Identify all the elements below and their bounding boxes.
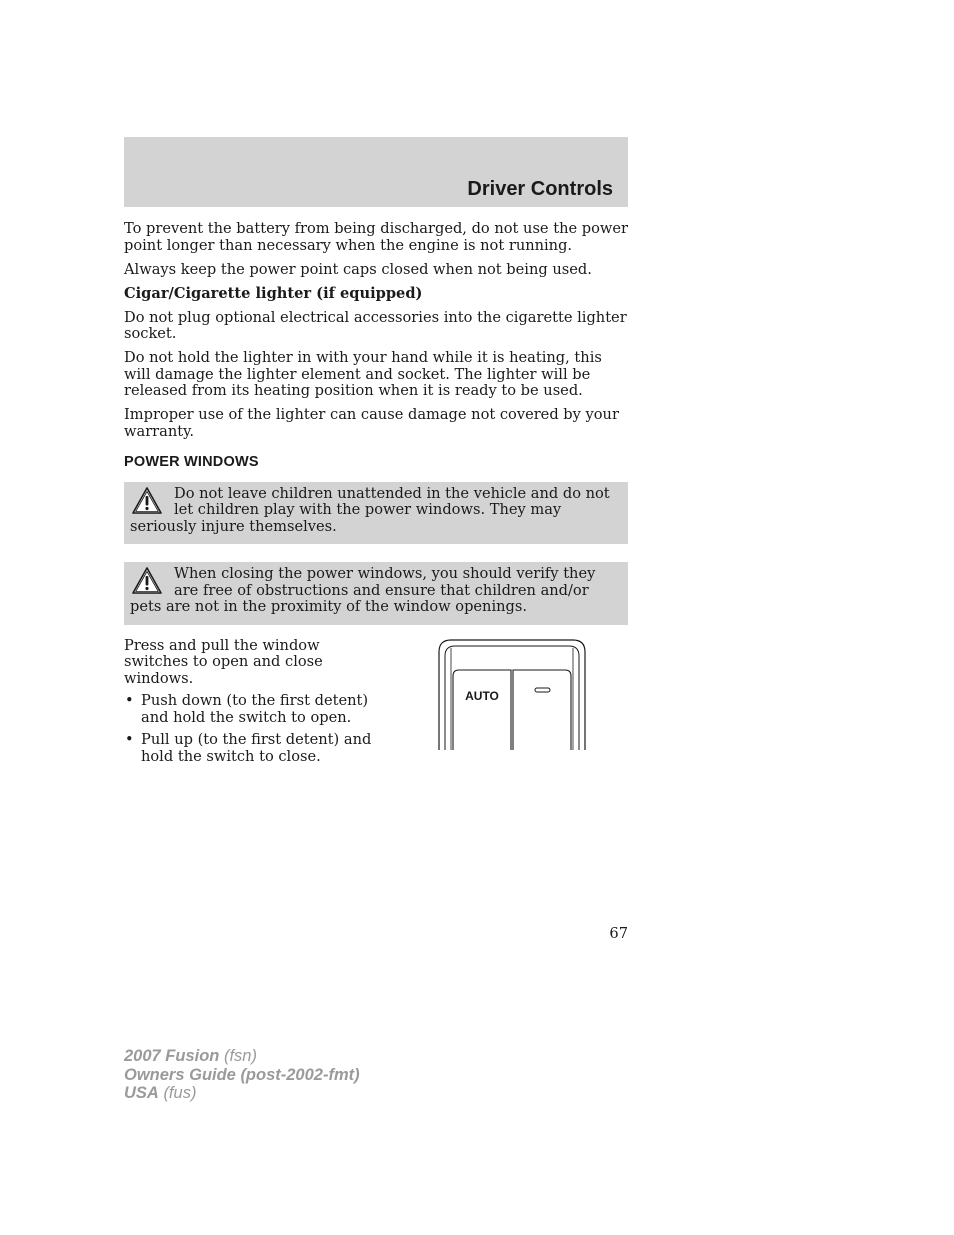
paragraph: Do not hold the lighter in with your hand while it is heating, this will damage the lighter element and socket. The lighter will be released from its heating position when it is ready to be used.	[124, 349, 602, 399]
instructions-column	[124, 638, 384, 772]
paragraph: Improper use of the lighter can cause damage not covered by your warranty.	[124, 406, 619, 440]
lighter-heading: Cigar/Cigarette lighter (if equipped)	[124, 284, 423, 302]
document-footer	[124, 1047, 360, 1103]
footer-model-code: (fsn)	[223, 1047, 257, 1065]
page-content	[124, 221, 628, 788]
page-number: 67	[609, 925, 628, 942]
warning-box	[124, 562, 628, 625]
power-window-instructions	[124, 638, 628, 788]
window-lock-indicator	[535, 688, 550, 692]
instructions-intro: Press and pull the window switches to open and close windows.	[124, 636, 323, 687]
warning-text: When closing the power windows, you should verify they are free of obstructions and ensure that children and/or pets are not in the proximity of the window openings.	[130, 565, 596, 615]
footer-model: 2007 Fusion	[124, 1047, 220, 1065]
footer-guide: Owners Guide (post-2002-fmt)	[124, 1065, 360, 1084]
warning-triangle-icon	[131, 486, 163, 516]
window-switch-illustration	[437, 638, 587, 750]
paragraph: To prevent the battery from being discharged, do not use the power point longer than necessary when the engine is not running.	[124, 220, 628, 254]
paragraph: Do not plug optional electrical accessories into the cigarette lighter socket.	[124, 308, 627, 342]
warning-text: Do not leave children unattended in the vehicle and do not let children play with the power windows. They may seriously injure themselves.	[130, 484, 610, 535]
section-header-bar	[124, 137, 628, 207]
footer-market: USA	[124, 1084, 159, 1102]
paragraph: Always keep the power point caps closed when not being used.	[124, 260, 592, 278]
auto-label: AUTO	[465, 688, 499, 703]
warning-box	[124, 482, 628, 545]
list-item: • Push down (to the first detent) and hold the switch to open.	[125, 692, 369, 726]
list-item: • Pull up (to the first detent) and hold the switch to close.	[125, 731, 372, 765]
power-windows-heading: POWER WINDOWS	[124, 454, 259, 470]
footer-market-code: (fus)	[163, 1084, 197, 1102]
instruction-list	[124, 693, 384, 765]
section-title: Driver Controls	[467, 178, 613, 200]
warning-triangle-icon	[131, 566, 163, 596]
